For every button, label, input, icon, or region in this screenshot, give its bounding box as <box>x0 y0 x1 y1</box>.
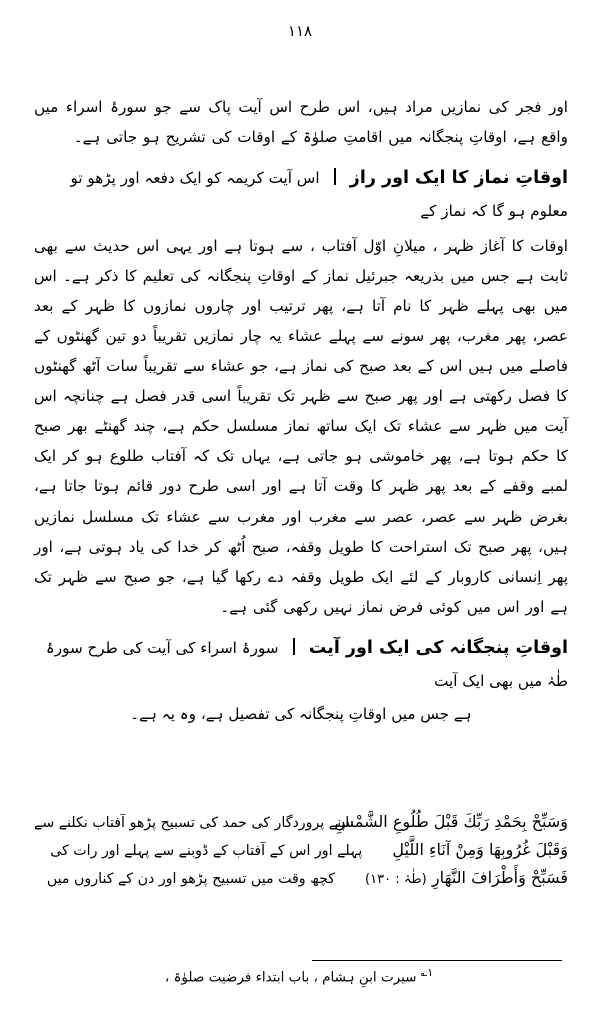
section-heading-2-title: اوقاتِ پنجگانہ کی ایک اور آیت <box>308 637 568 658</box>
section-heading-2 <box>34 632 568 699</box>
heading-divider-bar <box>334 168 336 185</box>
footnote-marker: ۱؎ <box>420 966 434 979</box>
verse-row <box>34 868 568 887</box>
verse-arabic-text: فَسَبِّحْ وَأَطْرَافَ النَّهَارِ <box>431 868 568 887</box>
paragraph-intro: اور فجر کی نمازیں مراد ہیں، اس طرح اس آیت پاک سے جو سورۂ اسراء میں واقع ہے، اوقاتِ پنجگانہ میں اقامتِ صلوٰۃ کے اوقات کی تشریح ہو جاتی ہے۔ <box>34 98 568 147</box>
paragraph-verse-intro: ہے جس میں اوقاتِ پنجگانہ کی تفصیل ہے، وہ یہ ہے۔ <box>130 705 472 724</box>
verse-table <box>34 812 568 896</box>
paragraph-body-main: اوقات کا آغاز ظہر ، میلانِ اوّل آفتاب ، سے ہوتا ہے اور یہی اس حدیث سے بھی ثابت ہے جس میں بذریعہ جبرئیل نماز کے اوقاتِ پنجگانہ کی تعلیم کا ذکر ہے۔ اس میں بھی پہلے ظہر کا نام آتا ہے، پھر ترتیب اور چاروں نمازوں کا ظہر کے بعد عصر، پھر مغرب، پھر سونے سے پہلے عشاء یہ چار نمازیں تقریباً دو تین گھنٹوں کے فاصلے میں ہیں اس کے بعد صبح کی نماز ہے، جو عشاء سے تقریباً سات آٹھ گھنٹوں کا فصل رکھتی ہے اور پھر صبح سے ظہر تک تقریباً اسی قدر فصل ہے چنانچہ اس آیت میں ظہر سے عشاء تک ایک ساتھ نماز مسلسل حکم ہے، چند گھنٹے بھر صبح کا حکم ہوتا ہے، پھر خاموشی ہو جاتی ہے، یہاں تک کہ آفتاب طلوع ہو کر ایک لمبے وقفے کے بعد پھر ظہر کا وقت آتا ہے اور اسی طرح دور قائم ہوتا جاتا ہے، بغرض ظہر سے عصر، عصر سے مغرب اور مغرب سے عشاء تک مسلسل نمازیں ہیں، پھر صبح تک استراحت کا طویل وقفہ، صبح اُٹھ کر خدا کی یاد ہوتی ہے، اور پھر اِنسانی کاروبار کے لئے ایک طویل وقفہ دے رکھا گیا ہے، جو صبح سے ظہر تک ہے اور اس میں کوئی فرض نماز نہیں رکھی گئی ہے۔ <box>34 236 568 616</box>
footnote-divider <box>312 960 562 961</box>
verse-row <box>34 812 568 831</box>
verse-urdu-translation: اپنے پروردگار کی حمد کی تسبیح پڑھو آفتاب نکلنے سے <box>34 815 350 831</box>
verse-arabic: وَسَبِّحْ بِحَمْدِ رَبِّكَ قَبْلَ طُلُوعِ الشَّمْسِ <box>334 812 568 831</box>
verse-arabic: وَقَبْلَ غُرُوبِهَا وَمِنْ آنَاءِ اللَّيْلِ <box>392 840 568 859</box>
heading-divider-bar-2 <box>293 638 295 655</box>
verse-urdu-translation: پہلے اور اس کے آفتاب کے ڈوبنے سے پہلے اور رات کی <box>50 843 363 859</box>
verse-row <box>34 840 568 859</box>
verse-reference: (طٰہٰ : ۱۳۰) <box>365 872 427 887</box>
footnote <box>34 964 568 989</box>
section-heading-2-tail: سورۂ اسراء کی آیت کی طرح سورۂ طٰہٰ میں بھی ایک آیت <box>45 638 568 691</box>
page-body <box>34 92 568 729</box>
page-number: ۱۱۸ <box>287 22 313 40</box>
section-heading-1-tail: اس آیت کریمہ کو ایک دفعہ اور پڑھو تو معلوم ہو گا کہ نماز کے <box>70 169 568 221</box>
section-heading-1-title: اوقاتِ نماز کا ایک اور راز <box>349 168 568 189</box>
footnote-text: سیرت ابنِ ہشام ، باب ابتداء فرضیت صلوٰۃ ، <box>164 969 417 986</box>
section-heading-1 <box>34 162 568 229</box>
verse-arabic <box>365 868 568 887</box>
verse-urdu-translation: کچھ وقت میں تسبیح پڑھو اور دن کے کناروں میں <box>46 871 336 887</box>
